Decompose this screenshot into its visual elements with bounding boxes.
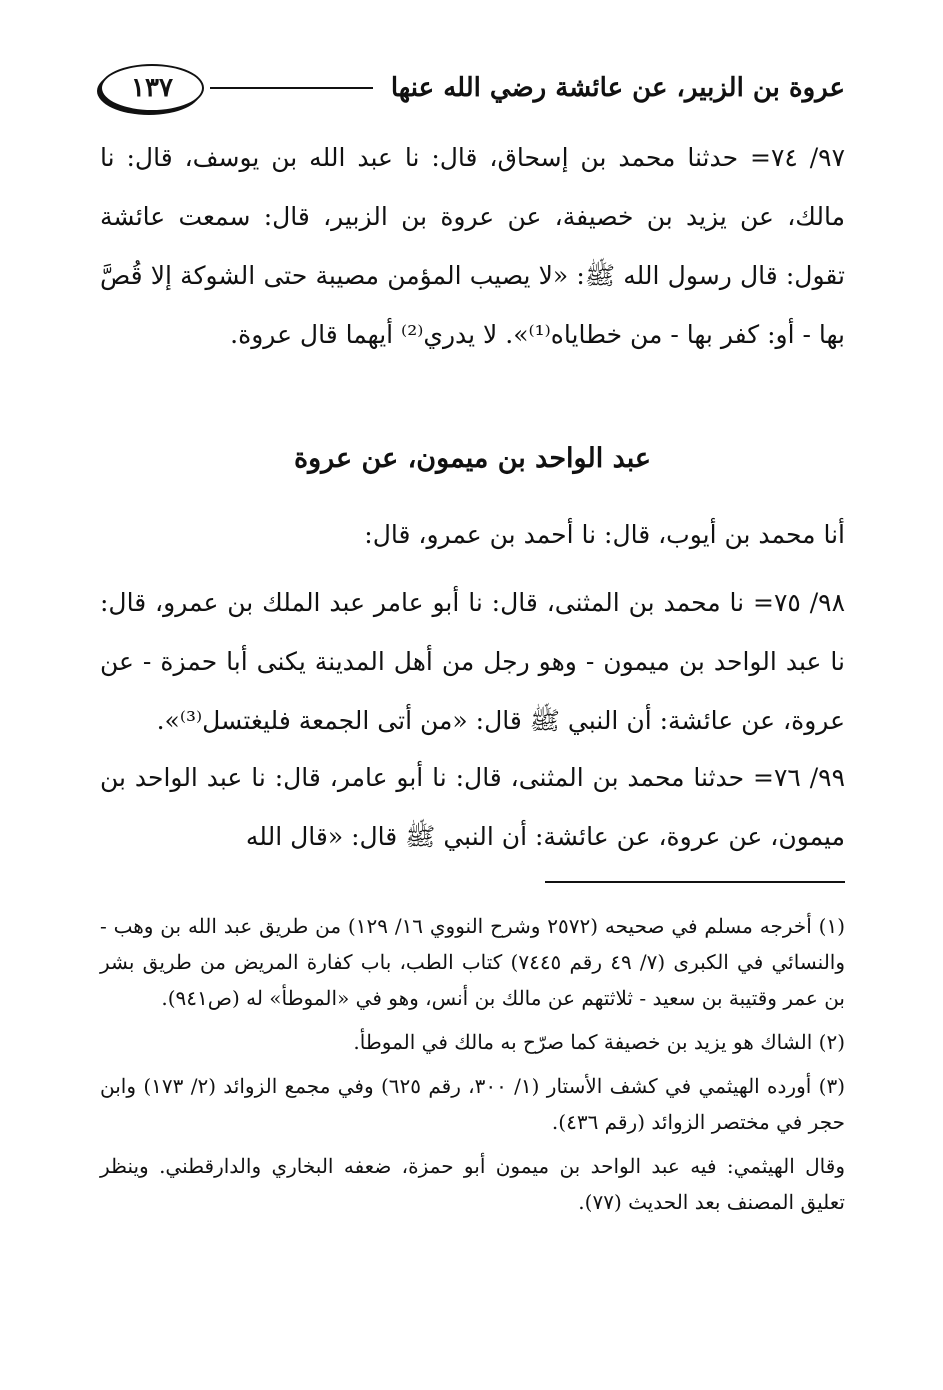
running-title: عروة بن الزبير، عن عائشة رضي الله عنها [390,73,845,103]
page-header [100,62,845,114]
section-heading: عبد الواحد بن ميمون، عن عروة [293,443,652,474]
page-number: ١٣٧ [131,73,173,103]
footnotes [100,908,845,1228]
header-rule [210,87,373,89]
hadith-97: ٩٧/ ٧٤= حدثنا محمد بن إسحاق، قال: نا عبد الله بن يوسف، قال: نا مالك، عن يزيد بن خصيفة، عن عروة بن الزبير، قال: سمعت عائشة تقول: قال رسول الله ﷺ: «لا يصيب المؤمن مصيبة حتى الشوكة إلا قُصَّ بها - أو: كفر بها - من خطاياه⁽¹⁾». لا يدري⁽²⁾ أيهما قال عروة. [100,143,845,349]
footnote-2: (٢) الشاك هو يزيد بن خصيفة كما صرّح به مالك في الموطأ. [353,1030,845,1054]
isnad-intro: أنا محمد بن أيوب، قال: نا أحمد بن عمرو، قال: [364,520,845,549]
footnote-3-continuation: وقال الهيثمي: فيه عبد الواحد بن ميمون أبو حمزة، ضعفه البخاري والدارقطني. وينظر تعليق المصنف بعد الحديث (٧٧). [100,1154,845,1214]
hadith-98: ٩٨/ ٧٥= نا محمد بن المثنى، قال: نا أبو عامر عبد الملك بن عمرو، قال: نا عبد الواحد بن ميمون - وهو رجل من أهل المدينة يكنى أبا حمزة - عن عروة، عن عائشة: أن النبي ﷺ قال: «من أتى الجمعة فليغتسل⁽³⁾». [100,588,845,735]
footnote-3: (٣) أورده الهيثمي في كشف الأستار (١/ ٣٠٠، رقم ٦٢٥) وفي مجمع الزوائد (٢/ ١٧٣) وابن حجر في مختصر الزوائد (رقم ٤٣٦). [100,1074,845,1134]
footnote-separator [545,881,845,883]
hadith-99: ٩٩/ ٧٦= حدثنا محمد بن المثنى، قال: نا أبو عامر، قال: نا عبد الواحد بن ميمون، عن عروة، عن عائشة: أن النبي ﷺ قال: «قال الله [100,763,846,851]
footnote-1: (١) أخرجه مسلم في صحيحه (٢٥٧٢ وشرح النووي ١٦/ ١٢٩) من طريق عبد الله بن وهب - والنسائي في الكبرى (٧/ ٤٩ رقم ٧٤٤٥) كتاب الطب، باب كفارة المريض من طريق بشر بن عمر وقتيبة بن سعيد - ثلاثتهم عن مالك بن أنس، وهو في «الموطأ» له (ص٩٤١). [100,914,846,1010]
page-number-badge [100,64,204,112]
